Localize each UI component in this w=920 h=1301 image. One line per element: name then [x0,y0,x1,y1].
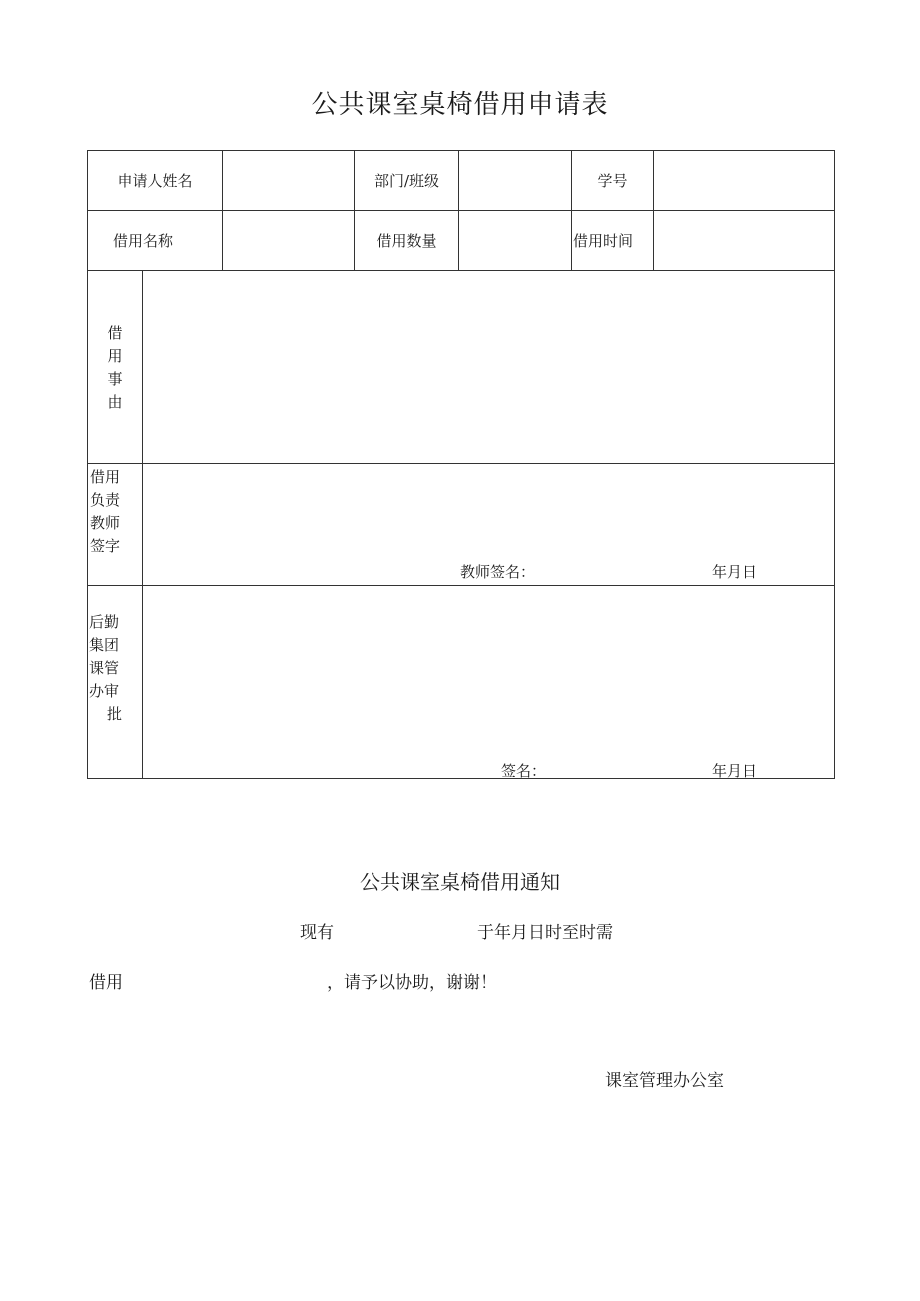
borrow-time-field[interactable] [654,211,834,270]
notice-line2-start: 借用 [89,973,123,993]
borrow-time-label: 借用时间 [573,232,634,250]
student-id-label: 学号 [597,172,628,190]
reason-label-char: 借 [107,324,123,342]
dept-class-label: 部门/班级 [373,172,440,190]
reason-field[interactable] [143,271,834,463]
reason-label-char: 由 [107,393,123,411]
teacher-sign-label-line: 借用 [90,468,121,486]
notice-line1-end: 于年月日时至时需 [477,923,613,943]
notice-title: 公共课室桌椅借用通知 [360,870,560,894]
approval-signature-label: 签名： [501,762,547,780]
applicant-name-label: 申请人姓名 [117,172,193,190]
notice-line2-end: ，请予以协助，谢谢！ [327,973,497,993]
teacher-date-label: 年月日 [712,563,758,581]
reason-label-char: 用 [107,347,123,365]
student-id-field[interactable] [654,151,834,210]
quantity-label: 借用数量 [376,232,437,250]
approval-date-label: 年月日 [712,762,758,780]
teacher-sign-label-line: 负责 [90,491,121,509]
applicant-name-field[interactable] [223,151,354,210]
teacher-sign-label-line: 签字 [90,537,121,555]
dept-class-field[interactable] [459,151,571,210]
approval-label-line: 批 [107,705,123,723]
item-name-label: 借用名称 [112,232,173,250]
reason-label [88,322,142,414]
approval-label-line: 办审 [89,682,120,700]
teacher-signature-label: 教师签名： [460,563,536,581]
approval-label-line: 集团 [89,636,120,654]
item-name-field[interactable] [223,211,354,270]
teacher-sign-label [90,466,120,558]
quantity-field[interactable] [459,211,571,270]
form-title: 公共课室桌椅借用申请表 [311,90,609,120]
notice-office: 课室管理办公室 [605,1071,724,1091]
approval-label-line: 课管 [89,659,120,677]
approval-label [89,611,122,726]
approval-label-line: 后勤 [89,613,120,631]
reason-label-char: 事 [107,370,123,388]
teacher-sign-label-line: 教师 [90,514,121,532]
notice-line1-start: 现有 [300,923,334,943]
